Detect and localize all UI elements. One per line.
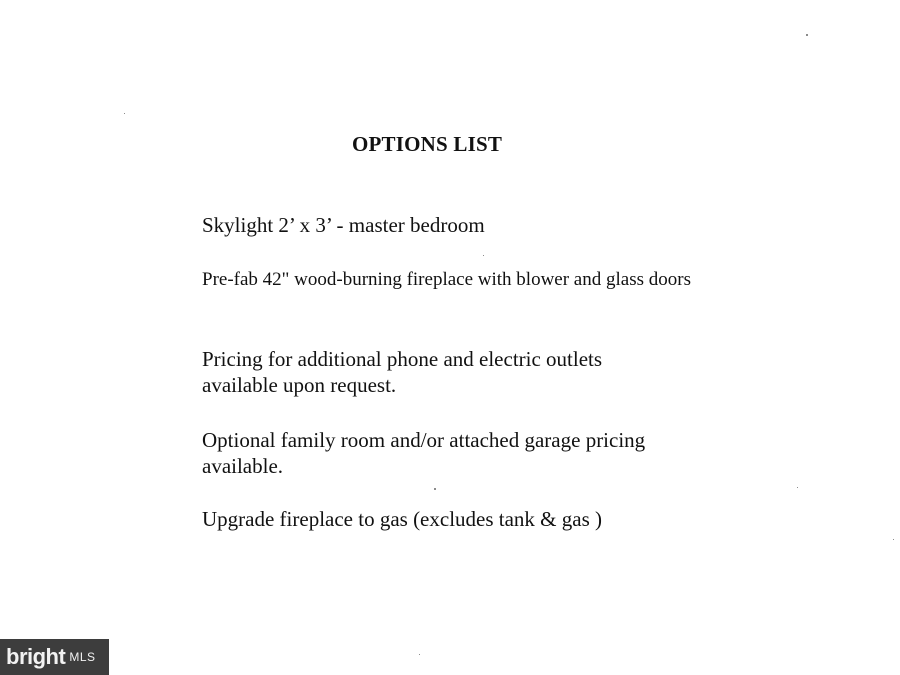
option-item-outlets: Pricing for additional phone and electric outlets available upon request. [202,347,603,397]
scan-speck [797,487,798,488]
bright-mls-watermark [0,639,109,675]
option-item-gas-upgrade: Upgrade fireplace to gas (excludes tank & gas ) [202,507,603,531]
scan-speck [806,34,808,36]
option-item-fireplace: Pre-fab 42" wood-burning fireplace with blower and glass doors [202,269,691,290]
scan-speck [483,255,484,256]
scan-speck [124,113,125,114]
scan-speck [893,539,894,540]
option-item-family-room-garage: Optional family room and/or attached garage pricing available. [202,428,646,478]
watermark-suffix: MLS [69,650,96,664]
scan-speck [419,654,420,655]
watermark-brand: bright [6,644,66,669]
option-item-skylight: Skylight 2’ x 3’ - master bedroom [202,213,485,237]
scan-speck [434,488,436,490]
page-title: OPTIONS LIST [352,132,503,156]
